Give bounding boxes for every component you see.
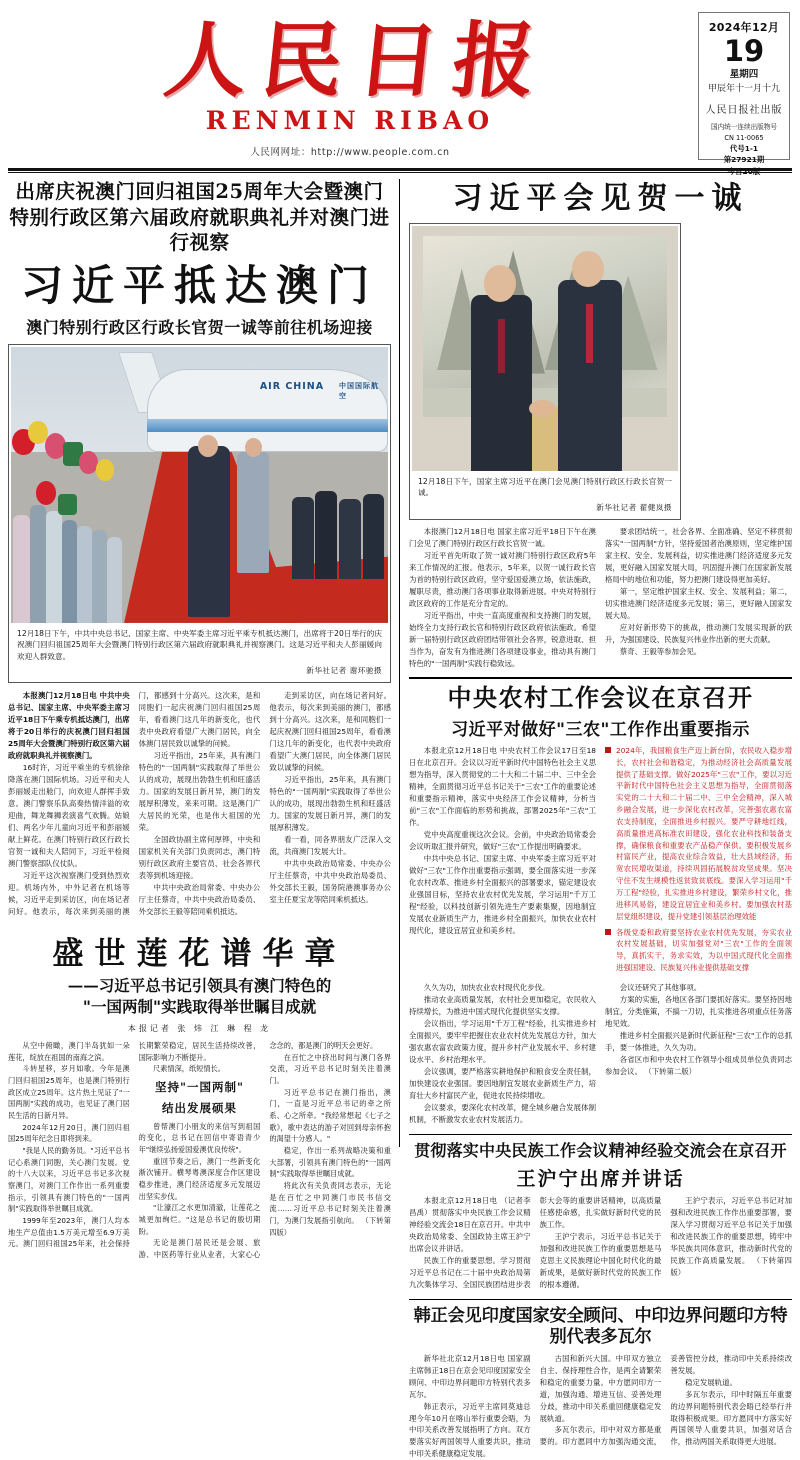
masthead-divider-thin bbox=[8, 172, 792, 173]
date-year-month: 2024年12月 bbox=[708, 21, 780, 34]
meeting-headline: 习近平会见贺一诚 bbox=[452, 181, 749, 216]
paragraph: 本报北京12月18日电 中央农村工作会议17日至18日在北京召开。会议以习近平新时代中国特色社会主义思想为指导，深入贯彻党的二十大和二十届二中、三中全会精神，全面贯彻习近平总书记关于"三农"工作的重要论述和重要指示精神，落实中央经济工作会议精神，分析当前"三农"工作面临的形势和挑战，部署2025年"三农"工作。 bbox=[409, 745, 596, 827]
paragraph: "我是人民的勤务员。"习近平总书记心系澳门同胞，关心澳门发展。党的十八大以来，习近平总书记多次视察澳门，对澳门工作作出一系列重要指示，引领具有澳门特色的"一国两制"实践取得举世瞩目成就。 bbox=[8, 1146, 130, 1214]
paragraph: 民族工作的重要思想。学习贯彻习近平总书记在二十届中央政治局第九次集体学习、全国民族团结进步表彰大会等的重要讲话精神，以高质量任感使命感，扎实做好新时代党的民族工作。 bbox=[409, 1195, 662, 1289]
meeting-article-body bbox=[409, 526, 792, 670]
paragraph: 1999年至2023年，澳门人均本地生产总值由1.5万美元增至6.9万美元。澳门回归祖国25年来，社会保持长期繁荣稳定，居民生活持续改善，国际影响力不断提升。 bbox=[8, 1041, 261, 1249]
masthead-logo-area bbox=[8, 6, 692, 166]
ethnic-headline: 贯彻落实中央民族工作会议精神经验交流会在京召开 bbox=[414, 1140, 787, 1160]
handshake-illustration bbox=[412, 226, 678, 471]
paragraph: 本报澳门12月18日电 中共中央总书记、国家主席、中央军委主席习近平18日下午乘专机抵达澳门，出席将于20日举行的庆祝澳门回归祖国25周年大会暨澳门特别行政区第六届政府就职典礼并视察澳门。 bbox=[8, 691, 130, 761]
lead-article-body bbox=[8, 690, 391, 918]
paragraph: 应对好新形势下的挑战，推动澳门发展实现新的跃升，为强国建设、民族复兴伟业作出新的更大贡献。 bbox=[605, 622, 792, 644]
issue-number: 第27921期 bbox=[723, 155, 765, 165]
lead-photo bbox=[11, 347, 388, 623]
page-count: 今日20版 bbox=[727, 166, 761, 176]
section-divider-1 bbox=[409, 677, 792, 679]
ethnic-subheadline: 王沪宁出席并讲话 bbox=[516, 1167, 685, 1190]
right-column bbox=[400, 179, 792, 1459]
paragraph: 久久为功，加快农业农村现代化步伐。 bbox=[423, 982, 550, 992]
paragraph: "让濠江之水更加清澈，让莲花之城更加绚烂。"这是总书记的殷切期盼。 bbox=[138, 1203, 261, 1236]
hanzheng-article-body bbox=[409, 1353, 792, 1460]
paragraph: 王沪宁表示，习近平总书记关于加强和改进民族工作的重要思想是马克思主义民族理论中国化时代化的最新成果，是做好新时代党的民族工作的根本遵循。 bbox=[539, 1231, 662, 1289]
paragraph: 16时许，习近平乘坐的专机徐徐降落在澳门国际机场。习近平和夫人彭丽媛走出舱门，向欢迎人群挥手致意。澳门警察乐队高奏热情洋溢的欢迎曲，舞龙舞狮表演喜气欢腾。姑娘们、两名少年儿童向习近平和彭丽媛献上鲜花。在澳门特别行政区行政长官贺一诚和夫人陪同下，习近平检阅澳门警察部队仪仗队。 bbox=[8, 763, 130, 868]
accompanying-figure bbox=[237, 452, 269, 573]
rural-headline: 中央农村工作会议在京召开 bbox=[447, 683, 754, 712]
lead-subheadline: 澳门特别行政区行政长官贺一诚等前往机场迎接 bbox=[26, 317, 373, 337]
postal-code: 代号1-1 bbox=[729, 143, 759, 153]
rural-subheadline: 习近平对做好"三农"工作作出重要指示 bbox=[451, 719, 750, 740]
cn-label: 国内统一连续出版物号 bbox=[711, 123, 777, 132]
feature-jump-note[interactable]: （下转第四版） bbox=[269, 1216, 391, 1237]
paragraph: 韩正表示，习近平主席同莫迪总理今年10月在喀山举行重要会晤，为中印关系改善发展指明了方向。双方要落实好两国领导人重要共识，推动中印关系健康稳定发展。 bbox=[409, 1401, 531, 1459]
publication-meta bbox=[711, 122, 777, 177]
paragraph: 中共中央政治局常委、中央办公厅主任蔡奇，中共中央政治局委员、外交部长王毅，国务院港澳事务办公室主任夏宝龙等陪同乘机抵达。 bbox=[269, 858, 391, 904]
meeting-photo bbox=[412, 226, 678, 471]
paragraph: 习近平总书记在澳门指出，澳门，一直是习近平总书记的牵之所系、心之所牵。"我经常想起《七子之歌》，歌中表达的游子对回到母亲怀抱的渴望十分感人。" bbox=[269, 1087, 391, 1144]
welcoming-crowd bbox=[11, 408, 135, 623]
paragraph: 稳定，作出一系列战略决策和重大部署，引领具有澳门特色的"一国两制"实践取得举世瞩目成就。 bbox=[269, 1146, 391, 1179]
ethnic-jump-note[interactable]: （下转第四版） bbox=[670, 1255, 792, 1277]
paragraph: 习近平这次视察澳门受到热烈欢迎。机场内外，中外记者在机场等候，习近平走到采访区，向在场记者问好。他表示，每次来到美丽的澳门，都感到十分高兴。这次来，是和同胞们一起庆祝澳门回归祖国25周年，看看澳门这几年的新变化，也代表中央政府看望广大澳门居民，向全体澳门居民致以诚挚的问候。 bbox=[8, 691, 261, 916]
paragraph: 斗转星移，岁月如歌。今年是澳门回归祖国25周年，也是澳门特别行政区成立25周年。这片热土见证了"一国两制"实践的成功，也见证了澳门居民生活的日新月异。 bbox=[8, 1064, 130, 1121]
rural-bottom-block bbox=[409, 982, 792, 1126]
paragraph: 习近平指出，25年来，具有澳门特色的"一国两制"实践取得了举世公认的成功，展现出勃勃生机和旺盛活力。国家的发展日新月异，澳门的发展厚积薄发。 bbox=[269, 774, 391, 832]
paragraph: 无论是澳门居民还是会展、旅游、中医药等行业从业者，大家心心念念的，都是澳门的明天会更好。 bbox=[138, 1041, 378, 1259]
lead-photo-container bbox=[8, 344, 391, 683]
paragraph: 从空中俯瞰，澳门半岛犹如一朵莲花，绽放在祖国的南海之滨。 bbox=[8, 1041, 130, 1062]
paragraph: 2024年12月20日，澳门回归祖国25周年纪念日即将到来。 bbox=[8, 1122, 130, 1144]
plane-airline-text-cn: 中国国际航空 bbox=[338, 382, 379, 401]
paragraph: 将此次有关负责同志表示，无论是在百忙之中同澳门市民书信交流……习近平总书记时刻关注着澳门，为澳门发展指引航向。 （下转第四版） bbox=[269, 1181, 391, 1237]
rural-jump-note[interactable]: （下转第二版） bbox=[644, 1066, 697, 1076]
meeting-photo-container bbox=[409, 223, 681, 520]
cn-number: CN 11-0065 bbox=[724, 133, 764, 142]
paragraph: 会议还研究了其他事项。 bbox=[619, 982, 702, 992]
paragraph: 会议指出，学习运用"千万工程"经验，扎实推进乡村全面振兴，要牢牢把握住农业农村优先发展总方针，加大强农惠农富农政策力度，提升乡村产业发展水平、乡村建设水平、乡村治理水平。 bbox=[409, 1018, 596, 1064]
date-lunar: 甲辰年十一月十九 bbox=[707, 84, 780, 95]
paragraph: 古国和新兴大国。中印双方独立自主、保持理性合作，是两全请繁荣和稳定的重要力量。中方愿同印方一道，加强沟通、增进互信、妥善处理分歧，推动中印关系重回健康稳定发展轨道。 bbox=[539, 1353, 662, 1423]
date-day: 19 bbox=[723, 34, 765, 68]
paragraph: 会议强调，要严格落实耕地保护和粮食安全责任制，加快建设农业强国。要因地制宜发展农业新质生产力，培育壮大乡村富民产业，促进农民持续增收。 bbox=[409, 1066, 596, 1100]
feature-subheadline-1: ——习近平总书记引领具有澳门特色的 bbox=[67, 975, 332, 995]
paragraph: 本报北京12月18日电 （记者李昌禹）贯彻落实中央民族工作会议精神经验交流会18日在京召开。中共中央政治局常委、全国政协主席王沪宁出席会议并讲话。 bbox=[409, 1195, 531, 1253]
lead-kicker: 出席庆祝澳门回归祖国25周年大会暨澳门特别行政区第六届政府就职典礼并对澳门进行视察 bbox=[9, 180, 390, 255]
airport-arrival-illustration bbox=[11, 347, 388, 623]
lead-photo-credit: 新华社记者 谢环驰摄 bbox=[306, 666, 382, 676]
date-weekday: 星期四 bbox=[729, 69, 759, 81]
paragraph: 会议要求，要深化农村改革，健全城乡融合发展体制机制，不断激发农业农村发展活力。 bbox=[409, 1102, 596, 1124]
paragraph: 推动农业高质量发展，农村社会更加稳定，农民收入持续增长，为推进中国式现代化提供坚实支撑。 bbox=[409, 994, 596, 1016]
paragraph: 党中央高度重视这次会议。会前，中央政治局常委会会议听取汇报并研究，做好"三农"工作提出明确要求。 bbox=[409, 829, 596, 851]
hanzheng-headline: 韩正会见印度国家安全顾问、中印边界问题印方特别代表多瓦尔 bbox=[413, 1305, 788, 1348]
paragraph: 要求团结统一，社会各界、全面准确、坚定不移贯彻落实"一国两制"方针，坚持爱国者治澳原则，坚定维护国家主权、安全、发展利益，切实推进澳门经济适度多元发展，更好融入国家发展大局，巩固提升澳门在国家新发展格局中的地位和功能，努力把澳门建设得更加美好。 bbox=[605, 526, 792, 584]
rural-top-block bbox=[409, 745, 792, 978]
content-grid bbox=[8, 179, 792, 1459]
paragraph: 中共中央政治局常委、中央办公厅主任蔡奇，中共中央政治局委员、外交部长王毅等陪同乘机抵达。 bbox=[138, 882, 261, 916]
ethnic-article-body bbox=[409, 1195, 792, 1291]
paragraph: 习近平指出，中央一直高度重视和支持澳门的发展，始终全力支持行政长官和特别行政区政府依法施政。希望新一届特别行政区政府团结带领社会各界，锐意进取、担当作为，奋发有为推进澳门各项建设事业，推动具有澳门特色的"一国两制"实践行稳致远。 bbox=[409, 610, 596, 668]
paragraph: 中共中央总书记、国家主席、中央军委主席习近平对做好"三农"工作作出重要指示强调，要全面落实进一步深化农村改革、推进乡村全面振兴的部署要求，锚定建设农业强国目标，坚持农业农村优先发展，学习运用"千万工程"经验，以科技创新引领先进生产要素集聚，因地制宜发展农业新质生产力，推进乡村全面振兴，加快农业农村现代化，建设宜居宜业和美乡村。 bbox=[409, 853, 596, 935]
left-column bbox=[8, 179, 400, 1259]
bullet-item: 2024年，我国粮食生产迈上新台阶，农民收入稳步增长，农村社会和谐稳定，为推动经济社会高质量发展提供了基础支撑。做好2025年"三农"工作，要以习近平新时代中国特色社会主义思想为指导，全面贯彻落实党的二十大和二十届二中、三中全会精神，深入城乡融合发展，进一步深化农村改革，完善强农惠农富农支持制度，全面推进乡村振兴。要严守耕地红线，高质量推进高标准农田建设，强化农业科技和装备支撑，确保粮食和重要农产品稳产保供。要积极发展乡村富民产业，提高农业综合效益，壮大县域经济，拓宽农民增收渠道，持续巩固拓展脱贫攻坚成果。坚决守住不发生规模性返贫致贫底线。要深入学习运用"千万工程"经验，扎实推进乡村建设，繁荣乡村文化，推进移风易俗，建设宜居宜业和美乡村。要加强农村基层党组织建设，提升党建引领基层治理效能 bbox=[605, 745, 792, 923]
paragraph: 多瓦尔表示，印中时隔五年重要的边界问题特别代表会晤已经举行并取得积极成果。印方愿同中方落实好两国领导人重要共识，加强对话合作，推动两国关系取得更大进展。 bbox=[670, 1389, 792, 1447]
landscape-painting-backdrop bbox=[423, 236, 668, 417]
feature-inset-head-1: 坚持"一国两制" bbox=[154, 1080, 244, 1095]
masthead-date-box bbox=[698, 12, 790, 176]
newspaper-logo-pinyin: RENMIN RIBAO bbox=[205, 106, 495, 135]
feature-headline: 盛世莲花谱华章 bbox=[52, 935, 347, 972]
plane-airline-text: AIR CHINA bbox=[259, 381, 325, 393]
paragraph: 曾帮澳门小朋友的来信写到祖国的变化，总书记在回信中寄语青少年"继续弘扬爱国爱澳优良传统"。 bbox=[138, 1121, 261, 1154]
publisher-name: 人民日报社出版 bbox=[705, 105, 783, 117]
official-right-tie bbox=[586, 304, 593, 363]
paragraph: 方案的实施，各地区各部门要抓好落实。要坚持因地制宜，分类施策，不搞一刀切，扎实推进各项重点任务落地见效。 bbox=[605, 994, 792, 1028]
masthead-divider-thick bbox=[8, 168, 792, 171]
paragraph: 全国政协副主席何厚铧，中央和国家机关有关部门负责同志，澳门特别行政区政府主要官员、社会各界代表等到机场迎接。 bbox=[138, 834, 261, 880]
official-left-tie bbox=[498, 319, 505, 373]
delegation-group bbox=[290, 446, 388, 578]
paragraph: 蔡奇、王毅等参加会见。 bbox=[619, 646, 702, 656]
meeting-photo-caption: 12月18日下午，国家主席习近平在澳门会见澳门特别行政区行政长官贺一诚。 bbox=[418, 477, 672, 498]
handshake bbox=[529, 400, 556, 417]
website-url[interactable]: 人民网网址：http://www.people.com.cn bbox=[250, 147, 450, 158]
paragraph: 王沪宁表示，习近平总书记对加强和改进民族工作作出重要部署，要深入学习贯彻习近平总书记关于加强和改进民族工作的重要思想，铸牢中华民族共同体意识，推动新时代党的民族工作高质量发展。 （下转第四版） bbox=[670, 1195, 792, 1277]
feature-subheadline-2: "一国两制"实践取得举世瞩目成就 bbox=[82, 997, 317, 1017]
meeting-photo-credit: 新华社记者 翟健岚摄 bbox=[596, 502, 672, 512]
feature-article-body bbox=[8, 1040, 391, 1260]
section-divider-3 bbox=[409, 1299, 792, 1300]
central-figure bbox=[188, 446, 229, 617]
paragraph: 习近平首先听取了贺一诚对澳门特别行政区政府5年来工作情况的汇报。他表示，5年来，以贺一诚行政长官为首的特别行政区政府，坚守爱国爱澳立场，依法施政，履职尽责，推动澳门各项事业取得新进展。中央对特别行政区政府的工作是充分肯定的。 bbox=[409, 550, 596, 608]
feature-byline: 本报记者 张 炜 江 琳 程 龙 bbox=[127, 1024, 272, 1034]
paragraph: 在百忙之中挤出时间与澳门各界交流，习近平总书记时刻关注着澳门。 bbox=[269, 1052, 391, 1086]
paragraph: 推进乡村全面振兴是新时代新征程"三农"工作的总抓手，要一体推进，久久为功。 bbox=[605, 1030, 792, 1052]
paragraph: 稳定发展轨道。 bbox=[685, 1377, 737, 1387]
masthead bbox=[8, 6, 792, 176]
lead-headline: 习近平抵达澳门 bbox=[20, 261, 378, 311]
paragraph: 新华社北京12月18日电 国家副主席韩正18日在京会见印度国家安全顾问、中印边界问题印方特别代表多瓦尔。 bbox=[409, 1353, 531, 1399]
section-divider-2 bbox=[409, 1134, 792, 1135]
feature-inset-head-2: 结出发展硕果 bbox=[161, 1101, 237, 1116]
newspaper-logo-chinese: 人民日报 bbox=[159, 13, 555, 109]
official-right-head bbox=[572, 251, 604, 288]
paragraph: 本报澳门12月18日电 国家主席习近平18日下午在澳门会见了澳门特别行政区行政长官贺一诚。 bbox=[409, 526, 596, 548]
paragraph: 各省区市和中央农村工作领导小组成员单位负责同志参加会议。 （下转第二版） bbox=[605, 1054, 792, 1076]
paragraph: 走到采访区，向在场记者问好。他表示，每次来到美丽的澳门，都感到十分高兴。这次来，是和同胞们一起庆祝澳门回归祖国25周年，看看澳门这几年的新变化，也代表中央政府看望广大澳门居民，向全体澳门居民致以诚挚的问候。 bbox=[269, 691, 391, 772]
official-left-head bbox=[484, 265, 516, 302]
paragraph: 重回节奏之后，澳门一些新变化渐次铺开。横琴粤澳深度合作区建设稳步推进，澳门经济适度多元发展迈出坚实步伐。 bbox=[138, 1156, 261, 1201]
paragraph: 习近平指出，25年来，具有澳门特色的"一国两制"实践取得了举世公认的成功，展现出勃勃生机和旺盛活力。国家的发展日新月异，澳门的发展厚积薄发，来来可期。这是澳门广大居民的光荣，也是伟大祖国的光荣。 bbox=[138, 751, 261, 832]
plane-livery-stripe bbox=[147, 419, 388, 433]
paragraph: 多瓦尔表示，印中对双方都是重要的。印方愿同中方加强沟通交流，妥善管控分歧，推动印中关系持续改善发展。 bbox=[539, 1353, 792, 1447]
paragraph: 尺素情深，纸短情长。 bbox=[153, 1064, 225, 1074]
lead-photo-caption: 12月18日下午，中共中央总书记、国家主席、中央军委主席习近平乘专机抵达澳门，出席将于20日举行的庆祝澳门回归祖国25周年大会暨澳门特别行政区第六届政府就职典礼并视察澳门。这是习近平和夫人彭丽媛向欢迎人群致意。 bbox=[17, 628, 382, 661]
paragraph: 看一看，同各界朋友广泛深入交流，共商澳门发展大计。 bbox=[269, 834, 391, 856]
paragraph: 第一，坚定维护国家主权、安全、发展利益；第二，切实推进澳门经济适度多元发展；第三，更好融入国家发展大局。 bbox=[605, 586, 792, 620]
bullet-item: 各级党委和政府要坚持农业农村优先发展，夯实农业农村发展基础，切实加强党对"三农"工作的全面领导，真抓实干，务求实效，为以中国式现代化全面推进强国建设、民族复兴伟业提供基础支撑 bbox=[605, 927, 792, 974]
rural-highlight-bullets bbox=[605, 745, 792, 978]
